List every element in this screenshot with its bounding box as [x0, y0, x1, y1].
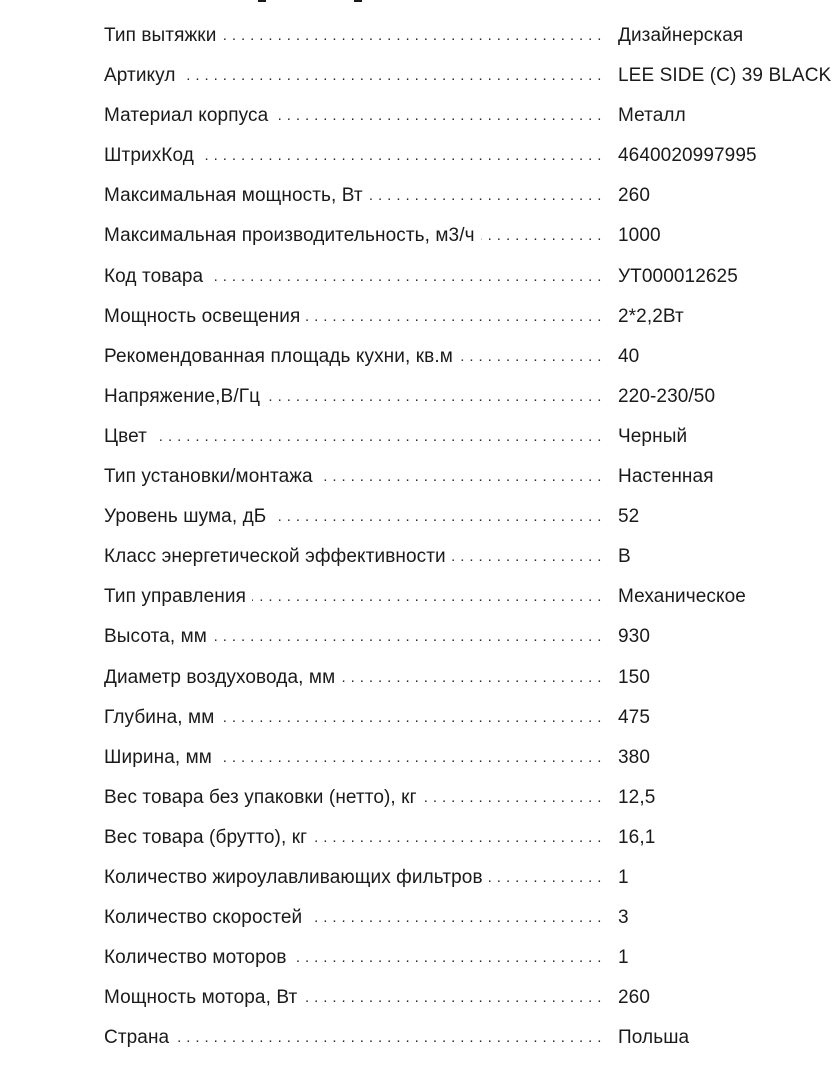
- spec-row: [104, 738, 832, 778]
- spec-label: Мощность освещения: [104, 306, 306, 327]
- spec-label-cell: [104, 978, 607, 1018]
- spec-row: [104, 16, 832, 56]
- spec-value: УТ000012625: [618, 265, 738, 287]
- spec-row: [104, 577, 832, 617]
- spec-value: 3: [618, 907, 629, 929]
- spec-value: Черный: [618, 425, 688, 447]
- spec-label: Глубина, мм: [104, 707, 220, 728]
- spec-value: 52: [618, 506, 640, 528]
- spec-value: 2*2,2Вт: [618, 305, 684, 327]
- spec-row: [104, 337, 832, 377]
- spec-label: Материал корпуса: [104, 105, 274, 126]
- spec-label-cell: [104, 297, 607, 337]
- spec-row: [104, 176, 832, 216]
- spec-label-cell: [104, 778, 607, 818]
- spec-row: [104, 377, 832, 417]
- spec-value: Польша: [618, 1027, 690, 1049]
- spec-row: [104, 297, 832, 337]
- spec-label: Высота, мм: [104, 626, 213, 647]
- spec-value: 380: [618, 746, 651, 768]
- spec-label: Рекомендованная площадь кухни, кв.м: [104, 346, 459, 367]
- spec-label-cell: [104, 938, 607, 978]
- spec-value: 150: [618, 666, 651, 688]
- spec-label: Диаметр воздуховода, мм: [104, 667, 341, 688]
- spec-label: ШтрихКод: [104, 145, 200, 166]
- spec-row: [104, 136, 832, 176]
- spec-label-cell: [104, 257, 607, 297]
- spec-value: 1000: [618, 225, 661, 247]
- spec-row: [104, 56, 832, 96]
- top-edge-fragment: [258, 0, 368, 4]
- spec-value: 1: [618, 866, 629, 888]
- spec-row: [104, 1018, 832, 1058]
- top-edge-mark-left: [258, 0, 266, 2]
- spec-label-cell: [104, 738, 607, 778]
- spec-row: [104, 658, 832, 698]
- spec-row: [104, 216, 832, 256]
- spec-row: [104, 938, 832, 978]
- spec-label-cell: [104, 818, 607, 858]
- spec-row: [104, 818, 832, 858]
- spec-row: [104, 497, 832, 537]
- spec-value: 260: [618, 987, 651, 1009]
- spec-label: Максимальная производительность, м3/ч: [104, 225, 481, 246]
- spec-label: Класс энергетической эффективности: [104, 546, 452, 567]
- spec-label: Тип вытяжки: [104, 25, 222, 46]
- spec-label: Цвет: [104, 426, 153, 447]
- spec-label-cell: [104, 136, 607, 176]
- spec-value: Металл: [618, 105, 686, 127]
- spec-list: [104, 16, 832, 1058]
- spec-value: Дизайнерская: [618, 25, 744, 46]
- spec-label: Артикул: [104, 65, 182, 86]
- top-edge-mark-right: [354, 0, 362, 2]
- spec-label: Мощность мотора, Вт: [104, 987, 303, 1008]
- spec-label-cell: [104, 96, 607, 136]
- spec-label-cell: [104, 577, 607, 617]
- spec-label: Страна: [104, 1027, 175, 1048]
- spec-row: [104, 257, 832, 297]
- spec-value: 930: [618, 626, 651, 648]
- spec-value: 16,1: [618, 826, 656, 848]
- spec-label-cell: [104, 337, 607, 377]
- spec-value: Настенная: [618, 466, 714, 488]
- spec-label: Количество моторов: [104, 947, 293, 968]
- spec-value: 12,5: [618, 786, 656, 808]
- spec-label-cell: [104, 16, 607, 56]
- spec-row: [104, 417, 832, 457]
- spec-row: [104, 858, 832, 898]
- spec-label-cell: [104, 1018, 607, 1058]
- spec-row: [104, 617, 832, 657]
- spec-value: 4640020997995: [618, 145, 757, 167]
- spec-row: [104, 537, 832, 577]
- spec-value: 260: [618, 185, 651, 207]
- spec-label-cell: [104, 377, 607, 417]
- spec-label-cell: [104, 698, 607, 738]
- spec-label: Максимальная мощность, Вт: [104, 185, 369, 206]
- spec-value: 1: [618, 947, 629, 969]
- spec-label-cell: [104, 658, 607, 698]
- spec-label-cell: [104, 417, 607, 457]
- spec-value: 220-230/50: [618, 385, 716, 407]
- spec-label-cell: [104, 56, 607, 96]
- spec-value: Механическое: [618, 586, 746, 608]
- spec-label-cell: [104, 497, 607, 537]
- spec-label-cell: [104, 176, 607, 216]
- spec-label: Вес товара без упаковки (нетто), кг: [104, 787, 423, 808]
- spec-row: [104, 96, 832, 136]
- spec-label-cell: [104, 457, 607, 497]
- spec-label: Тип установки/монтажа: [104, 466, 319, 487]
- spec-label: Код товара: [104, 266, 209, 287]
- spec-value: LEE SIDE (C) 39 BLACK: [618, 65, 832, 87]
- spec-label: Уровень шума, дБ: [104, 506, 272, 527]
- spec-value: 475: [618, 706, 651, 728]
- spec-label-cell: [104, 858, 607, 898]
- spec-label-cell: [104, 537, 607, 577]
- spec-row: [104, 978, 832, 1018]
- spec-label: Вес товара (брутто), кг: [104, 827, 313, 848]
- spec-value: B: [618, 546, 631, 568]
- spec-row: [104, 698, 832, 738]
- spec-row: [104, 898, 832, 938]
- spec-label: Ширина, мм: [104, 747, 218, 768]
- spec-label-cell: [104, 216, 607, 256]
- spec-row: [104, 457, 832, 497]
- spec-label-cell: [104, 617, 607, 657]
- spec-row: [104, 778, 832, 818]
- spec-label: Напряжение,В/Гц: [104, 386, 266, 407]
- spec-label: Количество скоростей: [104, 907, 308, 928]
- spec-value: 40: [618, 345, 640, 367]
- spec-label-cell: [104, 898, 607, 938]
- spec-label: Количество жироулавливающих фильтров: [104, 867, 489, 888]
- spec-label: Тип управления: [104, 586, 252, 607]
